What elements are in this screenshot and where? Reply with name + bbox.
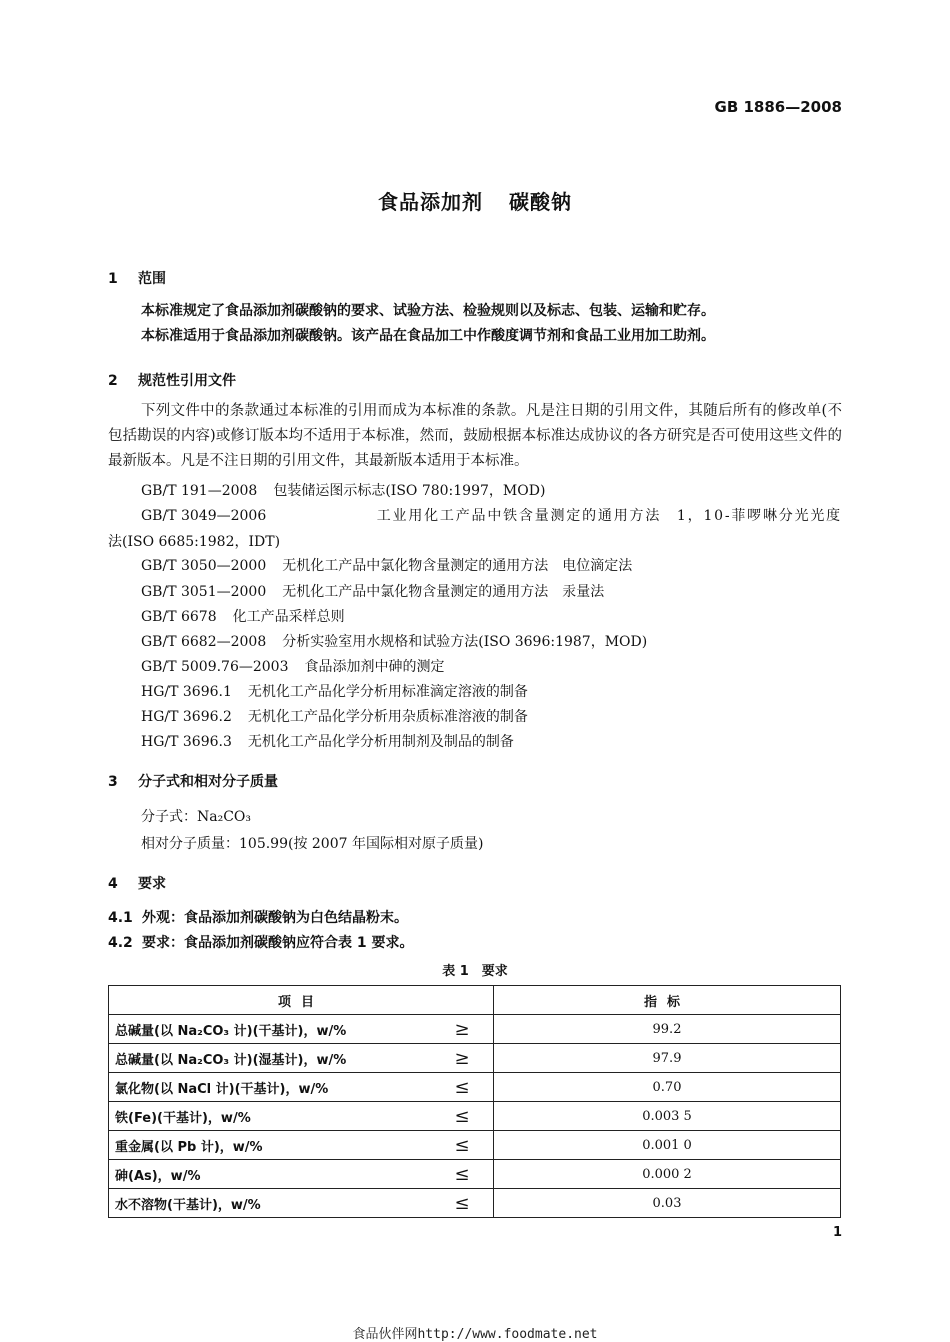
row-item: 总碱量(以 Na₂CO₃ 计)(湿基计)，w/%: [109, 1044, 432, 1073]
row-value: 0.03: [494, 1189, 841, 1218]
row-item: 水不溶物(干基计)，w/%: [109, 1189, 432, 1218]
title-part2: 碳酸钠: [509, 190, 572, 214]
row-value: 97.9: [494, 1044, 841, 1073]
section-heading-formula: 3 分子式和相对分子质量: [108, 774, 278, 790]
table-row: [109, 1015, 841, 1044]
reference-item: GB/T 3049—2006 工业用化工产品中铁含量测定的通用方法 1，10-菲啰啉分光光度: [141, 508, 842, 524]
table-row: [109, 1073, 841, 1102]
reference-item: GB/T 5009.76—2003 食品添加剂中砷的测定: [141, 659, 445, 675]
column-header-value: 指标: [494, 986, 841, 1015]
row-value: 0.70: [494, 1073, 841, 1102]
reference-item: GB/T 3051—2000 无机化工产品中氯化物含量测定的通用方法 汞量法: [141, 584, 605, 600]
row-item: 铁(Fe)(干基计)，w/%: [109, 1102, 432, 1131]
section-heading-requirements: 4 要求: [108, 876, 166, 892]
row-item: 氯化物(以 NaCl 计)(干基计)，w/%: [109, 1073, 432, 1102]
table-row: [109, 1160, 841, 1189]
reference-item: GB/T 6678 化工产品采样总则: [141, 609, 345, 625]
reference-item: GB/T 6682—2008 分析实验室用水规格和试验方法(ISO 3696:1987，MOD): [141, 634, 648, 650]
row-item: 重金属(以 Pb 计)，w/%: [109, 1131, 432, 1160]
row-value: 0.000 2: [494, 1160, 841, 1189]
title-part1: 食品添加剂: [378, 190, 483, 214]
table-row: [109, 1189, 841, 1218]
scope-paragraph-1: 本标准规定了食品添加剂碳酸钠的要求、试验方法、检验规则以及标志、包装、运输和贮存。: [141, 303, 715, 319]
section-heading-scope: 1 范围: [108, 271, 166, 287]
requirement-item: 4.2 要求：食品添加剂碳酸钠应符合表 1 要求。: [108, 935, 414, 951]
reference-item-continuation: 法(ISO 6685:1982，IDT): [108, 534, 281, 550]
row-operator: ≥: [431, 1044, 494, 1073]
column-header-item: 项目: [109, 986, 494, 1015]
reference-item: GB/T 191—2008 包装储运图示标志(ISO 780:1997，MOD): [141, 483, 546, 499]
table-header-row: [109, 986, 841, 1015]
row-item: 砷(As)，w/%: [109, 1160, 432, 1189]
molecular-mass: 相对分子质量：105.99(按 2007 年国际相对原子质量): [141, 836, 484, 852]
reference-item: HG/T 3696.1 无机化工产品化学分析用标准滴定溶液的制备: [141, 684, 528, 700]
standard-code: GB 1886—2008: [714, 98, 842, 116]
row-value: 0.003 5: [494, 1102, 841, 1131]
row-operator: ≤: [431, 1160, 494, 1189]
references-intro: 下列文件中的条款通过本标准的引用而成为本标准的条款。凡是注日期的引用文件，其随后所有的修改单(不包括勘误的内容)或修订版本均不适用于本标准，然而，鼓励根据本标准达成协议的各方研究是否可使用这些文件的最新版本。凡是不注日期的引用文件，其最新版本适用于本标准。: [108, 403, 842, 469]
table-row: [109, 1102, 841, 1131]
row-operator: ≤: [431, 1073, 494, 1102]
section-heading-references: 2 规范性引用文件: [108, 373, 236, 389]
row-value: 99.2: [494, 1015, 841, 1044]
row-value: 0.001 0: [494, 1131, 841, 1160]
requirements-table: [108, 985, 841, 1218]
site-watermark[interactable]: 食品伙伴网http://www.foodmate.net: [352, 1327, 598, 1342]
reference-item: HG/T 3696.2 无机化工产品化学分析用杂质标准溶液的制备: [141, 709, 528, 725]
row-operator: ≤: [431, 1131, 494, 1160]
document-title: [0, 186, 950, 215]
table-row: [109, 1044, 841, 1073]
requirement-item: 4.1 外观：食品添加剂碳酸钠为白色结晶粉末。: [108, 910, 408, 926]
row-item: 总碱量(以 Na₂CO₃ 计)(干基计)，w/%: [109, 1015, 432, 1044]
scope-paragraph-2: 本标准适用于食品添加剂碳酸钠。该产品在食品加工中作酸度调节剂和食品工业用加工助剂。: [141, 328, 715, 344]
reference-item: HG/T 3696.3 无机化工产品化学分析用制剂及制品的制备: [141, 734, 514, 750]
row-operator: ≤: [431, 1102, 494, 1131]
table-row: [109, 1131, 841, 1160]
reference-item: GB/T 3050—2000 无机化工产品中氯化物含量测定的通用方法 电位滴定法: [141, 558, 633, 574]
table-caption: 表 1 要求: [442, 964, 508, 979]
row-operator: ≤: [431, 1189, 494, 1218]
row-operator: ≥: [431, 1015, 494, 1044]
molecular-formula: 分子式：Na₂CO₃: [141, 809, 252, 825]
page-number: 1: [832, 1225, 842, 1240]
